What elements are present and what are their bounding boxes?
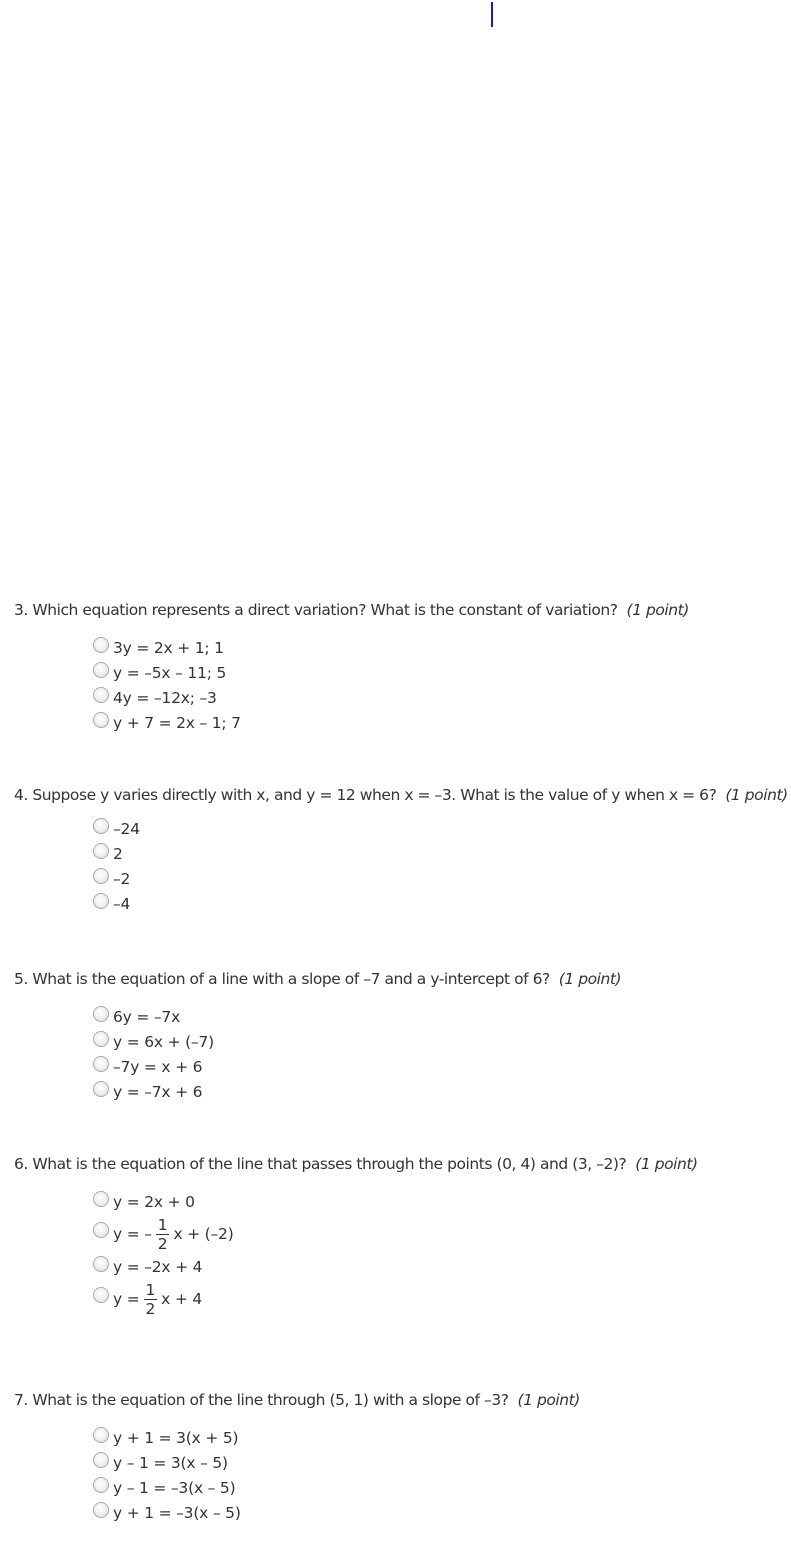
radio-button[interactable]	[93, 1056, 109, 1072]
choice-label: –2	[113, 869, 131, 888]
choice-option[interactable]	[93, 1500, 580, 1525]
choice-option[interactable]	[93, 1079, 621, 1104]
choice-option[interactable]	[93, 866, 788, 891]
choice-option[interactable]	[93, 1214, 698, 1254]
points-label: (1 point)	[558, 970, 622, 988]
question-7	[14, 1391, 580, 1525]
points-label: (1 point)	[626, 601, 689, 619]
points-label: (1 point)	[517, 1391, 580, 1409]
choice-label: y – 1 = –3(x – 5)	[113, 1478, 236, 1497]
choice-label: y = – $\frac{1}{2}$ x + (–2)	[113, 1215, 234, 1253]
radio-button[interactable]	[93, 1502, 109, 1518]
choice-label: –7y = x + 6	[113, 1057, 203, 1076]
fraction: $\frac{1}{2}$	[145, 1280, 156, 1318]
question-4	[14, 786, 788, 916]
choice-label: y = 6x + (–7)	[113, 1032, 214, 1051]
choice-list	[93, 635, 689, 735]
choice-option[interactable]	[93, 1425, 580, 1450]
choice-label: 2	[113, 844, 123, 863]
radio-button[interactable]	[93, 818, 109, 834]
choice-label: –24	[113, 819, 140, 838]
choice-label: y + 1 = 3(x + 5)	[113, 1428, 239, 1447]
choice-label: y + 7 = 2x – 1; 7	[113, 713, 241, 732]
choice-option[interactable]	[93, 1475, 580, 1500]
text-cursor	[491, 2, 493, 27]
choice-option[interactable]	[93, 1279, 698, 1319]
choice-option[interactable]	[93, 685, 689, 710]
choice-label: y = –2x + 4	[113, 1257, 203, 1276]
choice-option[interactable]	[93, 816, 788, 841]
choice-option[interactable]	[93, 1254, 698, 1279]
choice-label: 4y = –12x; –3	[113, 688, 217, 707]
radio-button[interactable]	[93, 1477, 109, 1493]
choice-option[interactable]	[93, 710, 689, 735]
choice-option[interactable]	[93, 841, 788, 866]
radio-button[interactable]	[93, 1191, 109, 1207]
question-6	[14, 1155, 698, 1319]
choice-option[interactable]	[93, 1189, 698, 1214]
question-prompt: 7. What is the equation of the line through (5, 1) with a slope of –3? (1 point)	[14, 1391, 580, 1409]
question-3	[14, 601, 689, 735]
radio-button[interactable]	[93, 712, 109, 728]
choice-option[interactable]	[93, 660, 689, 685]
choice-option[interactable]	[93, 635, 689, 660]
radio-button[interactable]	[93, 1031, 109, 1047]
radio-button[interactable]	[93, 1006, 109, 1022]
radio-button[interactable]	[93, 1287, 109, 1303]
choice-option[interactable]	[93, 1004, 621, 1029]
radio-button[interactable]	[93, 1256, 109, 1272]
choice-label: y + 1 = –3(x – 5)	[113, 1503, 241, 1522]
choice-option[interactable]	[93, 1029, 621, 1054]
radio-button[interactable]	[93, 687, 109, 703]
radio-button[interactable]	[93, 1452, 109, 1468]
choice-list	[93, 816, 788, 916]
points-label: (1 point)	[635, 1155, 698, 1173]
choice-label: –4	[113, 894, 131, 913]
choice-list	[93, 1004, 621, 1104]
choice-label: y – 1 = 3(x – 5)	[113, 1453, 228, 1472]
choice-option[interactable]	[93, 1450, 580, 1475]
choice-option[interactable]	[93, 891, 788, 916]
choice-list	[93, 1189, 698, 1319]
radio-button[interactable]	[93, 868, 109, 884]
fraction: $\frac{1}{2}$	[157, 1215, 168, 1253]
choice-option[interactable]	[93, 1054, 621, 1079]
radio-button[interactable]	[93, 893, 109, 909]
choice-label: 3y = 2x + 1; 1	[113, 638, 224, 657]
radio-button[interactable]	[93, 1427, 109, 1443]
choice-label: y = –7x + 6	[113, 1082, 203, 1101]
radio-button[interactable]	[93, 662, 109, 678]
choice-label: y = 2x + 0	[113, 1192, 195, 1211]
question-prompt: 6. What is the equation of the line that passes through the points (0, 4) and (3, –2)? (1 point)	[14, 1155, 698, 1173]
radio-button[interactable]	[93, 1222, 109, 1238]
question-prompt: 4. Suppose y varies directly with x, and y = 12 when x = –3. What is the value of y when x = 6? (1 point)	[14, 786, 788, 804]
choice-label: 6y = –7x	[113, 1007, 181, 1026]
radio-button[interactable]	[93, 637, 109, 653]
choice-label: y = $\frac{1}{2}$ x + 4	[113, 1280, 203, 1318]
question-prompt: 3. Which equation represents a direct variation? What is the constant of variation? (1 point)	[14, 601, 689, 619]
choice-list	[93, 1425, 580, 1525]
points-label: (1 point)	[725, 786, 788, 804]
radio-button[interactable]	[93, 843, 109, 859]
question-5	[14, 970, 621, 1104]
radio-button[interactable]	[93, 1081, 109, 1097]
choice-label: y = –5x – 11; 5	[113, 663, 227, 682]
question-prompt: 5. What is the equation of a line with a slope of –7 and a y-intercept of 6? (1 point)	[14, 970, 622, 988]
